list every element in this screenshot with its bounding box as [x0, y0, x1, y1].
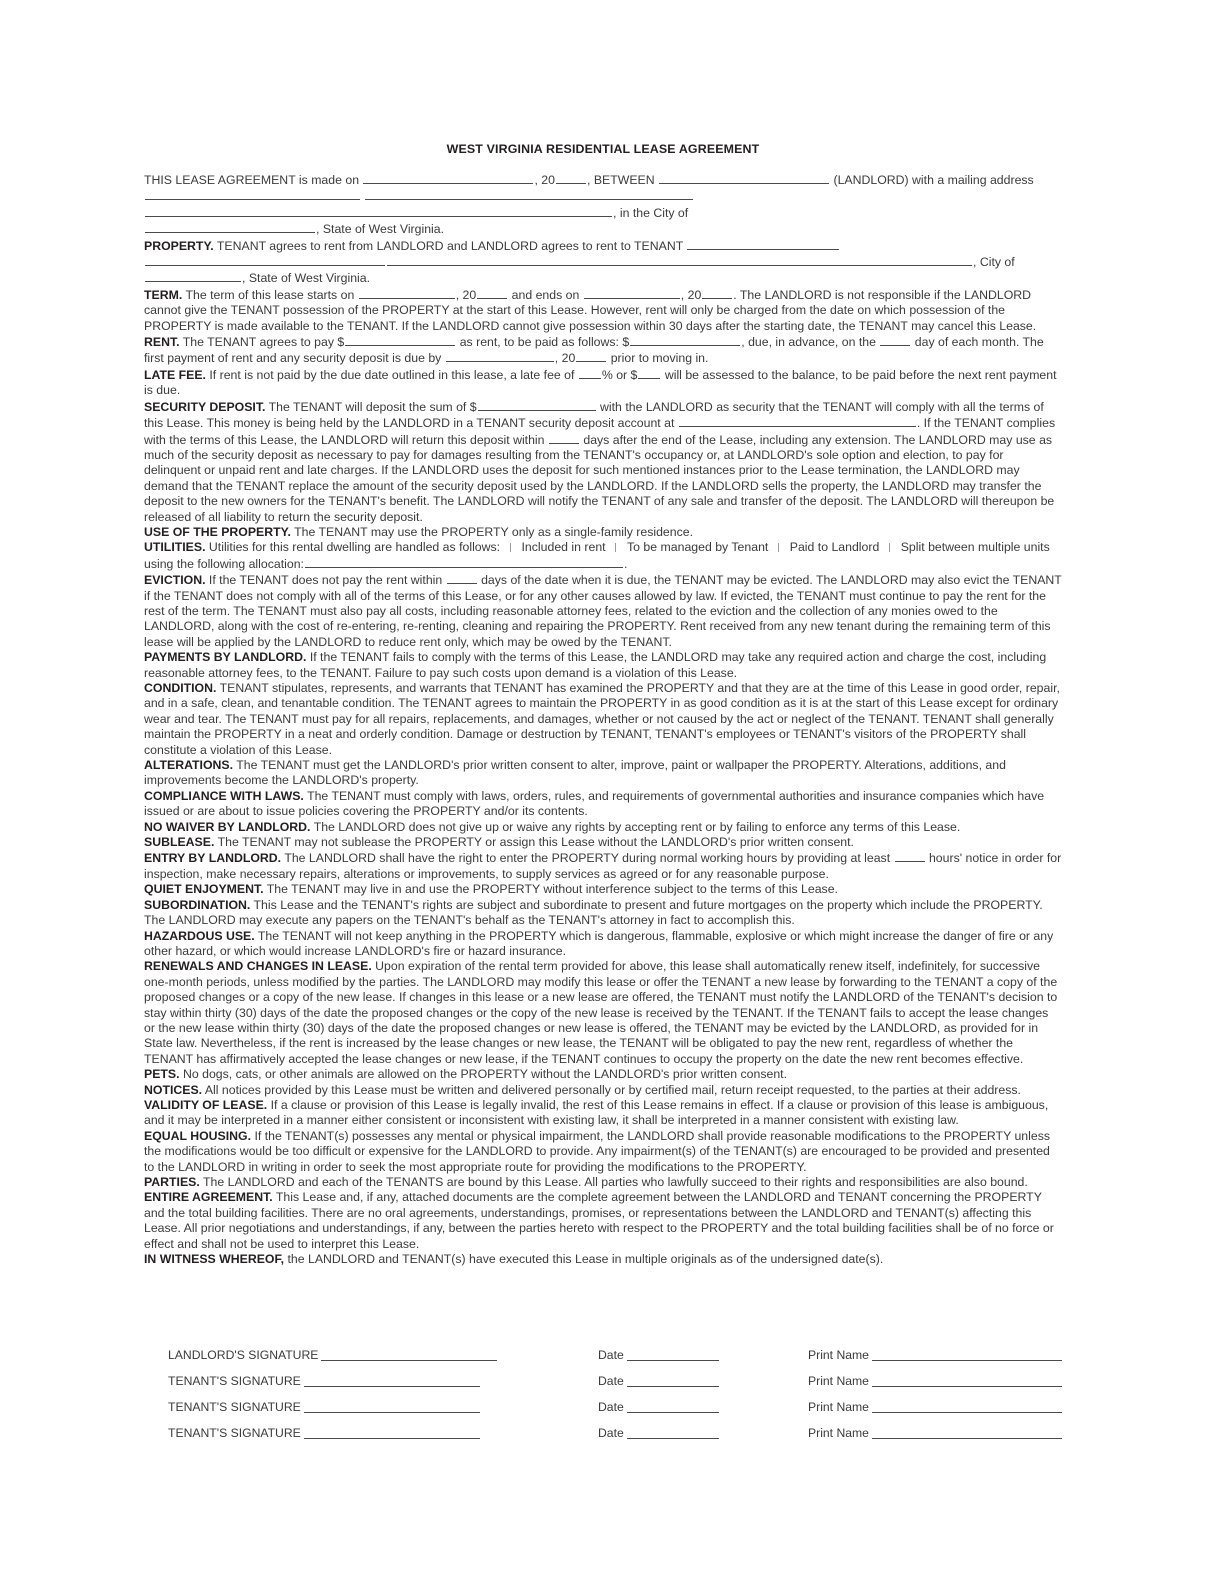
first-payment-date-blank[interactable]	[446, 350, 554, 362]
section-text-late-fee-2: % or $	[601, 367, 638, 382]
tenant-2-date-label: Date	[598, 1400, 624, 1414]
section-alterations	[144, 758, 1062, 789]
tenant-1-date-field	[598, 1374, 808, 1388]
section-heading-security-deposit: SECURITY DEPOSIT.	[144, 399, 266, 414]
section-text-security-4: days after the end of the Lease, including any extension. The LANDLORD may use as much of the security deposit as necessary to pay for damages resulting from the TENANT's occupancy or, at LANDLORD's sole option and election, to pay for delinquent or unpaid rent and late charges. If the LANDLORD uses the deposit for such mentioned instances prior to the Lease termination, the LANDLORD may demand that the TENANT replace the amount of the security deposit used by the LANDLORD. If the LANDLORD sells the property, the LANDLORD may transfer the deposit to the new owners for the TENANT's benefit. The LANDLORD will notify the TENANT of any sale and transfer of the deposit. The LANDLORD will thereupon be released of all liability to return the security deposit.	[144, 432, 1055, 524]
section-heading-compliance-with-laws: COMPLIANCE WITH LAWS.	[144, 788, 304, 803]
late-fee-percent-blank[interactable]	[579, 367, 601, 379]
tenant-1-signature-field	[168, 1374, 598, 1388]
section-heading-term: TERM.	[144, 287, 183, 302]
security-deposit-days-blank[interactable]	[549, 432, 579, 444]
section-text-renewals-and-changes: Upon expiration of the rental term provided for above, this lease shall automatically renew itself, indefinitely, for successive one-month periods, unless modified by the parties. The LANDLORD may modify this lease or offer the TENANT a new lease by forwarding to the TENANT a copy of the proposed changes or a copy of the new lease. If changes in this lease or a new lease are offered, the TENANT must notify the LANDLORD of the TENANT's decision to stay within thirty (30) days of the date the proposed changes or the copy of the new lease is received by the TENANT. If the TENANT fails to accept the lease changes or the new lease within thirty (30) days of the date the proposed changes or new lease is offered, the TENANT may be evicted by the LANDLORD, as provided for in State law. Nevertheless, if the rent is increased by the lease changes or new lease, the TENANT will be obligated to pay the new rent, regardless of whether the TENANT has affirmatively accepted the lease changes or new lease, if the TENANT continues to occupy the property on the date the new rent becomes effective.	[144, 959, 1058, 1066]
tenant-3-signature-field	[168, 1426, 598, 1440]
section-text-security-2: with the LANDLORD as security that the TENANT will comply with all the terms of this Lease. This money is being held by the LANDLORD in a TENANT security deposit account at	[144, 399, 1044, 431]
section-heading-late-fee: LATE FEE.	[144, 367, 206, 382]
section-text-late-fee-1: If rent is not paid by the due date outlined in this lease, a late fee of	[209, 367, 575, 382]
section-text-rent-1: The TENANT agrees to pay $	[182, 335, 345, 350]
section-heading-sublease: SUBLEASE.	[144, 835, 215, 850]
section-text-subordination: This Lease and the TENANT's rights are subject and subordinate to present and future mortgages on the property which include the PROPERTY. The LANDLORD may execute any papers on the TENANT's behalf as the TENANT's attorney in fact to accomplish this.	[144, 897, 1043, 928]
tenant-3-date-line[interactable]	[627, 1426, 719, 1439]
mailing-address-blank-3[interactable]	[145, 205, 612, 217]
section-heading-parties: PARTIES.	[144, 1175, 200, 1189]
term-start-date-blank[interactable]	[359, 287, 455, 299]
city-blank[interactable]	[145, 221, 315, 233]
section-heading-no-waiver-by-landlord: NO WAIVER BY LANDLORD.	[144, 819, 311, 834]
section-late-fee	[144, 367, 1062, 399]
late-fee-amount-blank[interactable]	[638, 367, 660, 379]
section-subordination	[144, 898, 1062, 929]
section-text-pets: No dogs, cats, or other animals are allowed on the PROPERTY without the LANDLORD's prior written consent.	[182, 1067, 788, 1082]
section-validity-of-lease	[144, 1098, 1062, 1129]
tenant-2-signature-field	[168, 1400, 598, 1414]
mailing-address-blank-1[interactable]	[145, 188, 360, 200]
section-text-payments-by-landlord: If the TENANT fails to comply with the terms of this Lease, the LANDLORD may take any required action and charge the cost, including reasonable attorney fees, to the TENANT. Failure to pay such costs upon demand is a violation of this Lease.	[144, 650, 1047, 680]
intro-paragraph	[144, 172, 1062, 238]
tenant-1-signature-label: TENANT'S SIGNATURE	[168, 1374, 301, 1388]
section-text-term-4: , 20	[680, 287, 702, 302]
utilities-option-2: To be managed by Tenant	[627, 540, 769, 555]
section-text-property-1: TENANT agrees to rent from LANDLORD and LANDLORD agrees to rent to TENANT	[216, 238, 683, 253]
section-text-notices: All notices provided by this Lease must be written and delivered personally or by certified mail, return receipt requested, to the parties at their address.	[204, 1082, 1021, 1097]
section-text-rent-5: , 20	[554, 351, 576, 366]
section-sublease	[144, 835, 1062, 850]
section-text-no-waiver-by-landlord: The LANDLORD does not give up or waive any rights by accepting rent or by failing to enforce any terms of this Lease.	[313, 819, 961, 834]
section-text-validity-of-lease: If a clause or provision of this Lease is legally invalid, the rest of this Lease remains in effect. If a clause or provision of this lease is ambiguous, and it may be interpreted in a manner either consistent or inconsistent with existing law, it shall be interpreted in a manner consistent with existing law.	[144, 1097, 1049, 1128]
section-text-rent-2: as rent, to be paid as follows: $	[459, 335, 630, 350]
section-text-parties: The LANDLORD and each of the TENANTS are bound by this Lease. All parties who lawfully succeed to their rights and responsibilities are also bound.	[203, 1175, 1028, 1189]
section-text-equal-housing: If the TENANT(s) possesses any mental or physical impairment, the LANDLORD shall provide reasonable modifications to the PROPERTY unless the modifications would be too difficult or expensive for the LANDLORD to provide. Any impairment(s) of the TENANT(s) are encouraged to be provided and presented to the LANDLORD in writing in order to seek the most appropriate route for providing the modifications to the PROPERTY.	[144, 1128, 1051, 1174]
entry-hours-notice-blank[interactable]	[895, 850, 925, 862]
tenant-1-date-line[interactable]	[627, 1374, 719, 1387]
property-city-blank[interactable]	[145, 270, 241, 282]
section-heading-validity-of-lease: VALIDITY OF LEASE.	[144, 1097, 268, 1112]
witness-heading: IN WITNESS WHEREOF,	[144, 1252, 285, 1267]
witness-text: the LANDLORD and TENANT(s) have executed this Lease in multiple originals as of the undersigned date(s).	[287, 1252, 884, 1267]
tenant-3-signature-label: TENANT'S SIGNATURE	[168, 1426, 301, 1440]
security-deposit-amount-blank[interactable]	[478, 399, 596, 411]
section-text-entry-by-landlord-1: The LANDLORD shall have the right to enter the PROPERTY during normal working hours by providing at least	[284, 851, 891, 866]
landlord-date-field	[598, 1348, 808, 1362]
year-blank-1[interactable]	[556, 172, 586, 184]
utilities-option-4: Split between multiple units using the following allocation:	[144, 540, 1050, 571]
signature-block	[168, 1340, 1068, 1444]
tenant-2-signature-label: TENANT'S SIGNATURE	[168, 1400, 301, 1414]
landlord-date-line[interactable]	[627, 1348, 719, 1361]
section-payments-by-landlord	[144, 650, 1062, 681]
section-heading-hazardous-use: HAZARDOUS USE.	[144, 928, 255, 943]
tenant-1-print-name-label: Print Name	[808, 1374, 869, 1388]
utilities-option-3: Paid to Landlord	[789, 540, 880, 555]
tenant-2-signature-line[interactable]	[304, 1400, 480, 1413]
section-heading-property: PROPERTY.	[144, 238, 214, 253]
section-text-security-1: The TENANT will deposit the sum of $	[268, 399, 477, 414]
section-text-term-2: , 20	[455, 287, 477, 302]
rent-amount-blank[interactable]	[345, 334, 455, 346]
section-security-deposit	[144, 399, 1062, 525]
checkbox-split-between-units[interactable]	[889, 543, 897, 552]
section-text-entire-agreement: This Lease and, if any, attached documents are the complete agreement between the LANDLORD and TENANT concerning the PROPERTY and the total building facilities. There are no oral agreements, understandings, promises, or representations between the LANDLORD and TENANT(s) affecting this Lease. All prior negotiations and understandings, if any, between the parties hereto with respect to the PROPERTY and the total building facilities shall be of no force or effect and shall not be used to interpret this Lease.	[144, 1190, 1054, 1251]
section-rent	[144, 334, 1062, 367]
signature-row-landlord	[168, 1340, 1068, 1362]
page-title: WEST VIRGINIA RESIDENTIAL LEASE AGREEMENT	[446, 142, 760, 156]
section-text-property-3: , State of West Virginia.	[242, 271, 371, 286]
section-heading-condition: CONDITION.	[144, 681, 217, 695]
checkbox-managed-by-tenant[interactable]	[615, 543, 623, 552]
term-end-year-blank[interactable]	[702, 287, 732, 299]
section-heading-pets: PETS.	[144, 1067, 180, 1082]
section-condition	[144, 681, 1062, 758]
section-heading-renewals-and-changes: RENEWALS AND CHANGES IN LEASE.	[144, 959, 372, 974]
section-text-rent-6: prior to moving in.	[610, 351, 709, 366]
witness-clause	[144, 1252, 1062, 1267]
section-property	[144, 238, 1062, 287]
landlord-signature-line[interactable]	[321, 1348, 497, 1361]
intro-text-a: THIS LEASE AGREEMENT is made on	[144, 173, 360, 187]
tenant-3-print-name-label: Print Name	[808, 1426, 869, 1440]
section-heading-eviction: EVICTION.	[144, 573, 206, 588]
section-hazardous-use	[144, 929, 1062, 960]
section-heading-rent: RENT.	[144, 335, 180, 350]
section-text-eviction-1: If the TENANT does not pay the rent within	[208, 573, 443, 588]
property-address-blank-3[interactable]	[387, 254, 972, 266]
section-heading-subordination: SUBORDINATION.	[144, 897, 251, 912]
section-entry-by-landlord	[144, 850, 1062, 882]
tenant-3-print-name-field	[808, 1426, 1068, 1440]
section-pets	[144, 1067, 1062, 1082]
landlord-print-name-field	[808, 1348, 1068, 1362]
landlord-signature-label: LANDLORD'S SIGNATURE	[168, 1348, 319, 1362]
section-text-term-1: The term of this lease starts on	[185, 287, 355, 302]
landlord-name-blank[interactable]	[659, 172, 829, 184]
utilities-option-1: Included in rent	[521, 540, 606, 555]
tenant-2-print-name-field	[808, 1400, 1068, 1414]
section-text-rent-3: , due, in advance, on the	[741, 335, 876, 350]
section-heading-equal-housing: EQUAL HOUSING.	[144, 1128, 252, 1143]
section-heading-entry-by-landlord: ENTRY BY LANDLORD.	[144, 851, 282, 866]
signature-row-tenant-2	[168, 1392, 1068, 1414]
tenant-2-print-name-label: Print Name	[808, 1400, 869, 1414]
section-no-waiver-by-landlord	[144, 820, 1062, 835]
section-parties	[144, 1175, 1062, 1190]
section-text-term-3: and ends on	[511, 287, 580, 302]
section-term	[144, 287, 1062, 334]
landlord-date-label: Date	[598, 1348, 624, 1362]
landlord-print-name-label: Print Name	[808, 1348, 869, 1362]
section-renewals-and-changes	[144, 959, 1062, 1067]
section-text-security-3: . If the TENANT complies with the terms of this Lease, the LANDLORD will return this deposit within	[144, 416, 1056, 447]
section-text-quiet-enjoyment: The TENANT may live in and use the PROPERTY without interference subject to the terms of this Lease.	[266, 882, 838, 897]
tenant-2-print-name-line[interactable]	[872, 1400, 1062, 1413]
tenant-3-date-label: Date	[598, 1426, 624, 1440]
tenant-1-signature-line[interactable]	[304, 1374, 480, 1387]
section-heading-use-of-property: USE OF THE PROPERTY.	[144, 524, 291, 539]
section-text-eviction-2: days of the date when it is due, the TENANT may be evicted. The LANDLORD may also evict the TENANT if the TENANT does not comply with all of the terms of this Lease, or for any other causes allowed by law. If evicted, the TENANT must continue to pay the rent for the rest of the term. The TENANT must also pay all costs, including reasonable attorney fees, related to the eviction and the collection of any monies owed to the LANDLORD, along with the cost of re-entering, re-renting, cleaning and repairing the PROPERTY. Rent received from any new tenant during the remaining term of this lease will be applied by the LANDLORD to reduce rent only, which may be owed by the TENANT.	[144, 573, 1062, 649]
property-address-blank-2[interactable]	[145, 254, 385, 266]
section-notices	[144, 1083, 1062, 1098]
section-heading-payments-by-landlord: PAYMENTS BY LANDLORD.	[144, 650, 307, 665]
eviction-days-blank[interactable]	[447, 572, 477, 584]
tenant-1-print-name-line[interactable]	[872, 1374, 1062, 1387]
intro-text-d: (LANDLORD) with a mailing address	[833, 173, 1034, 187]
section-text-term-5: . The LANDLORD is not responsible if the LANDLORD cannot give the TENANT possession of the PROPERTY at the start of this Lease. However, rent will only be charged from the date on which possession of the PROPERTY is made available to the TENANT. If the LANDLORD cannot give possession within 30 days after the starting date, the TENANT may cancel this Lease.	[144, 287, 1037, 333]
document-content	[144, 142, 1062, 1267]
section-text-property-2: , City of	[973, 255, 1015, 270]
tenant-2-date-field	[598, 1400, 808, 1414]
section-text-compliance-with-laws: The TENANT must comply with laws, orders, rules, and requirements of governmental authorities and insurance companies which have issued or are about to issue policies covering the PROPERTY and/or its contents.	[144, 788, 1045, 819]
section-equal-housing	[144, 1129, 1062, 1175]
tenant-3-signature-line[interactable]	[304, 1426, 480, 1439]
mailing-address-blank-2[interactable]	[365, 188, 693, 200]
section-text-sublease: The TENANT may not sublease the PROPERTY or assign this Lease without the LANDLORD's prior written consent.	[217, 835, 854, 850]
tenant-3-date-field	[598, 1426, 808, 1440]
date-blank-1[interactable]	[363, 172, 533, 184]
section-heading-entire-agreement: ENTIRE AGREEMENT.	[144, 1190, 273, 1205]
section-heading-utilities: UTILITIES.	[144, 540, 206, 555]
utilities-allocation-blank[interactable]	[305, 556, 623, 568]
property-address-blank-1[interactable]	[687, 238, 839, 250]
utilities-text-end: .	[623, 556, 628, 571]
section-text-late-fee-3: will be assessed to the balance, to be paid before the next rent payment is due.	[144, 367, 1057, 398]
tenant-3-print-name-line[interactable]	[872, 1426, 1062, 1439]
tenant-1-print-name-field	[808, 1374, 1068, 1388]
checkbox-included-in-rent[interactable]	[510, 543, 518, 552]
section-text-alterations: The TENANT must get the LANDLORD's prior written consent to alter, improve, paint or wallpaper the PROPERTY. Alterations, additions, and improvements become the LANDLORD's property.	[144, 758, 1006, 788]
section-heading-quiet-enjoyment: QUIET ENJOYMENT.	[144, 882, 264, 897]
signature-row-tenant-1	[168, 1366, 1068, 1388]
signature-row-tenant-3	[168, 1418, 1068, 1440]
section-text-use-of-property: The TENANT may use the PROPERTY only as a single-family residence.	[294, 524, 694, 539]
first-payment-year-blank[interactable]	[576, 350, 606, 362]
section-quiet-enjoyment	[144, 882, 1062, 897]
intro-text-c: , BETWEEN	[586, 173, 655, 187]
section-text-utilities-1: Utilities for this rental dwelling are handled as follows:	[208, 540, 501, 555]
section-text-entry-by-landlord-2: hours' notice in order for inspection, make necessary repairs, alterations or improvements, to supply services as agreed or for any reasonable purpose.	[144, 851, 1062, 881]
term-end-date-blank[interactable]	[584, 287, 680, 299]
section-text-hazardous-use: The TENANT will not keep anything in the PROPERTY which is dangerous, flammable, explosive or which might increase the danger of fire or any other hazard, or which would increase LANDLORD's fire or hazard insurance.	[144, 928, 1054, 958]
tenant-1-date-label: Date	[598, 1374, 624, 1388]
section-compliance-with-laws	[144, 789, 1062, 820]
section-text-rent-4: day of each month. The first payment of rent and any security deposit is due by	[144, 335, 1044, 366]
landlord-signature-field	[168, 1348, 598, 1362]
section-heading-notices: NOTICES.	[144, 1082, 203, 1097]
section-eviction	[144, 572, 1062, 650]
landlord-print-name-line[interactable]	[872, 1348, 1062, 1361]
intro-text-e: , in the City of	[613, 205, 689, 220]
term-start-year-blank[interactable]	[477, 287, 507, 299]
tenant-2-date-line[interactable]	[627, 1400, 719, 1413]
section-utilities	[144, 540, 1062, 572]
security-deposit-account-blank[interactable]	[679, 415, 916, 427]
checkbox-paid-to-landlord[interactable]	[778, 543, 786, 552]
intro-text-f: , State of West Virginia.	[316, 222, 445, 237]
rent-installment-blank[interactable]	[630, 334, 740, 346]
intro-text-b: , 20	[534, 173, 555, 187]
section-text-condition: TENANT stipulates, represents, and warrants that TENANT has examined the PROPERTY and that they are at the time of this Lease in good order, repair, and in a safe, clean, and tenantable condition. The TENANT agrees to maintain the PROPERTY in as good condition as it is at the start of this Lease except for ordinary wear and tear. The TENANT must pay for all repairs, replacements, and damages, whether or not caused by the act or neglect of the TENANT. TENANT shall generally maintain the PROPERTY in a neat and orderly condition. Damage or destruction by TENANT, TENANT's employees or TENANT's visitors of the PROPERTY shall constitute a violation of this Lease.	[144, 681, 1060, 757]
rent-day-blank[interactable]	[880, 334, 910, 346]
section-entire-agreement	[144, 1190, 1062, 1252]
section-heading-alterations: ALTERATIONS.	[144, 758, 234, 773]
section-use-of-property	[144, 525, 1062, 540]
